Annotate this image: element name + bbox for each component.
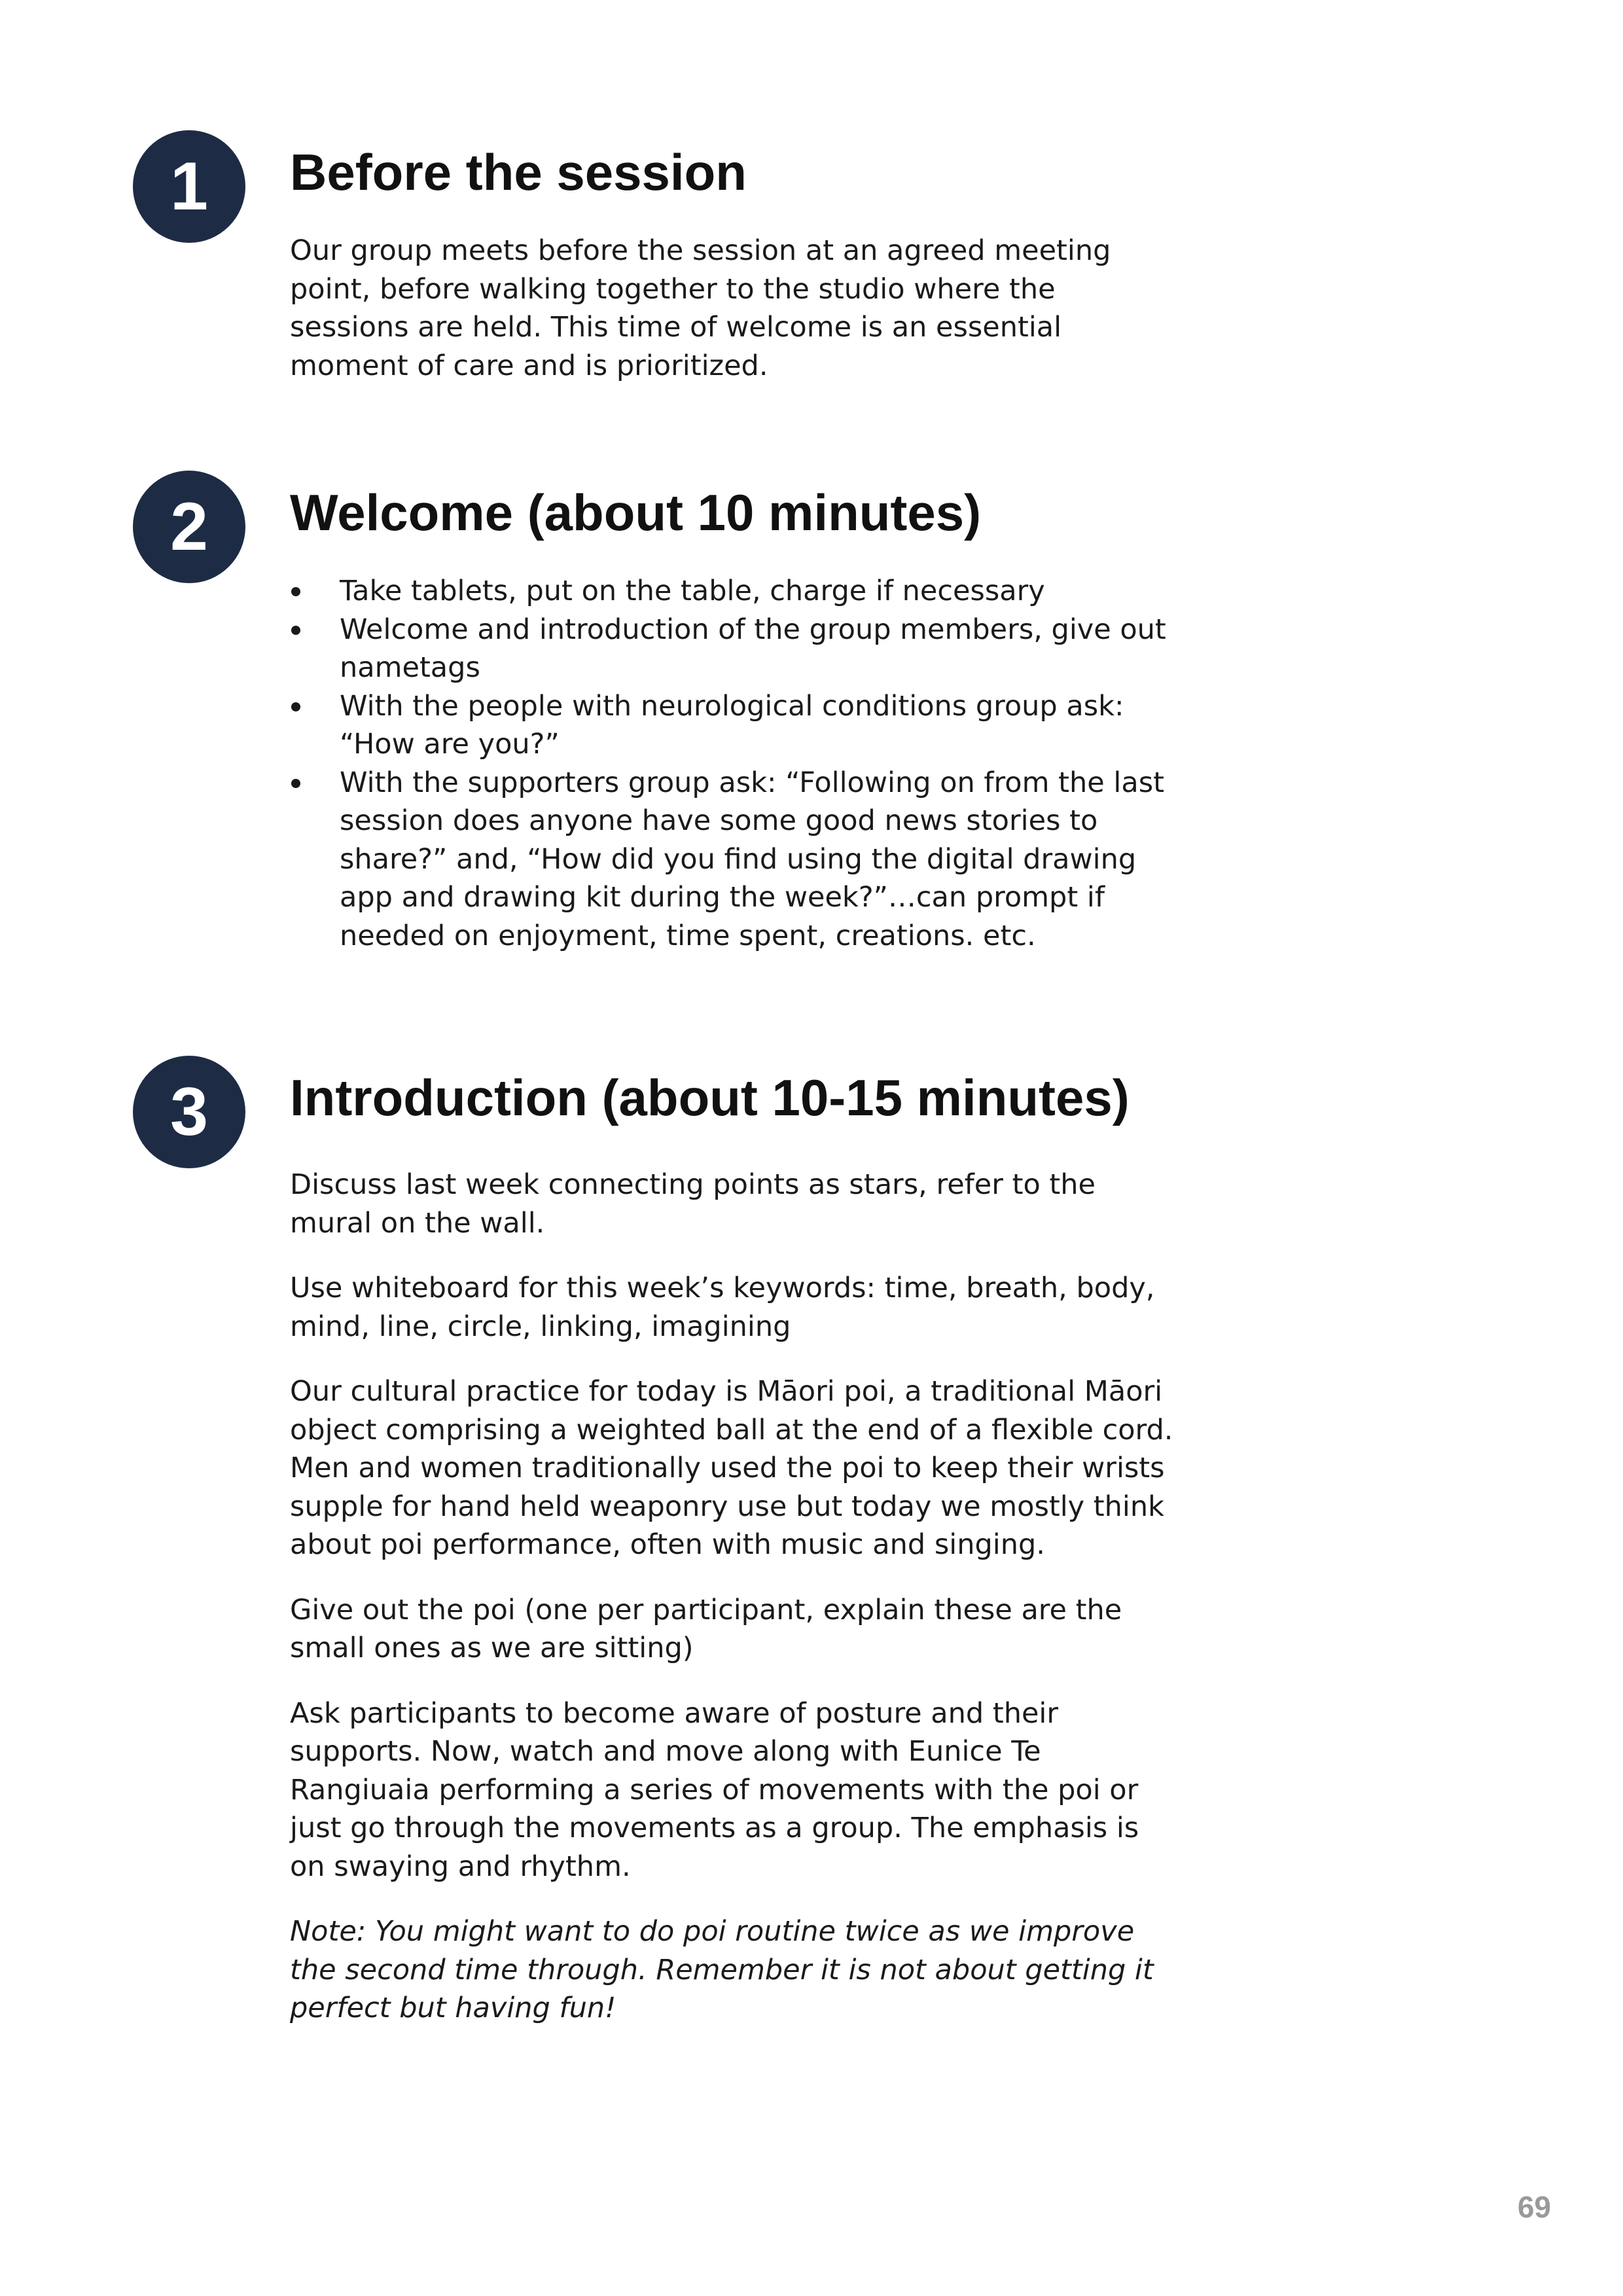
list-item-text: With the supporters group ask: “Following on from the last session does anyone have some good news stories to share?” and, “How did you find using the digital drawing app and drawing kit during the week?”…can prompt if needed on enjoyment, time spent, creations. etc. xyxy=(340,766,1164,952)
section-heading: Welcome (about 10 minutes) xyxy=(290,484,982,541)
bullet-icon xyxy=(291,779,300,788)
section-body xyxy=(290,232,1180,385)
paragraph: Our group meets before the session at an agreed meeting point, before walking together to the studio where the sessions are held. This time of welcome is an essential moment of care and is prioritized. xyxy=(290,234,1111,382)
list-item-text: With the people with neurological conditions group ask: “How are you?” xyxy=(340,689,1124,761)
section-body xyxy=(290,572,1180,955)
step-number-badge: 1 xyxy=(133,130,245,243)
list-item xyxy=(290,572,1180,611)
step-number-badge: 3 xyxy=(133,1056,245,1168)
list-item xyxy=(290,611,1180,687)
paragraph: Give out the poi (one per participant, explain these are the small ones as we are sitting) xyxy=(290,1593,1122,1664)
step-number-badge: 2 xyxy=(133,471,245,583)
paragraph: Our cultural practice for today is Māori poi, a traditional Māori object comprising a weighted ball at the end of a flexible cord. Men and women traditionally used the poi to keep their wrists supple for hand held weaponry use but today we mostly think about poi performance, often with music and singing. xyxy=(290,1375,1173,1561)
list-item xyxy=(290,687,1180,764)
list-item-text: Welcome and introduction of the group members, give out nametags xyxy=(340,613,1166,684)
list-item xyxy=(290,764,1180,956)
bullet-icon xyxy=(291,626,300,635)
bullet-icon xyxy=(291,587,300,596)
section-heading: Introduction (about 10-15 minutes) xyxy=(290,1069,1130,1126)
page-number: 69 xyxy=(1517,2190,1551,2224)
list-item-text: Take tablets, put on the table, charge if necessary xyxy=(340,575,1045,607)
paragraph: Discuss last week connecting points as stars, refer to the mural on the wall. xyxy=(290,1168,1096,1240)
paragraph: Use whiteboard for this week’s keywords: time, breath, body, mind, line, circle, linking, imagining xyxy=(290,1272,1155,1343)
note-paragraph: Note: You might want to do poi routine twice as we improve the second time through. Remember it is not about getting it perfect but having fun! xyxy=(290,1915,1154,2024)
section-heading: Before the session xyxy=(290,143,747,201)
section-body xyxy=(290,1166,1180,2028)
bullet-icon xyxy=(291,702,300,711)
paragraph: Ask participants to become aware of posture and their supports. Now, watch and move along with Eunice Te Rangiuaia performing a series of movements with the poi or just go through the movements as a group. The emphasis is on swaying and rhythm. xyxy=(290,1696,1139,1883)
bullet-list xyxy=(290,572,1180,955)
